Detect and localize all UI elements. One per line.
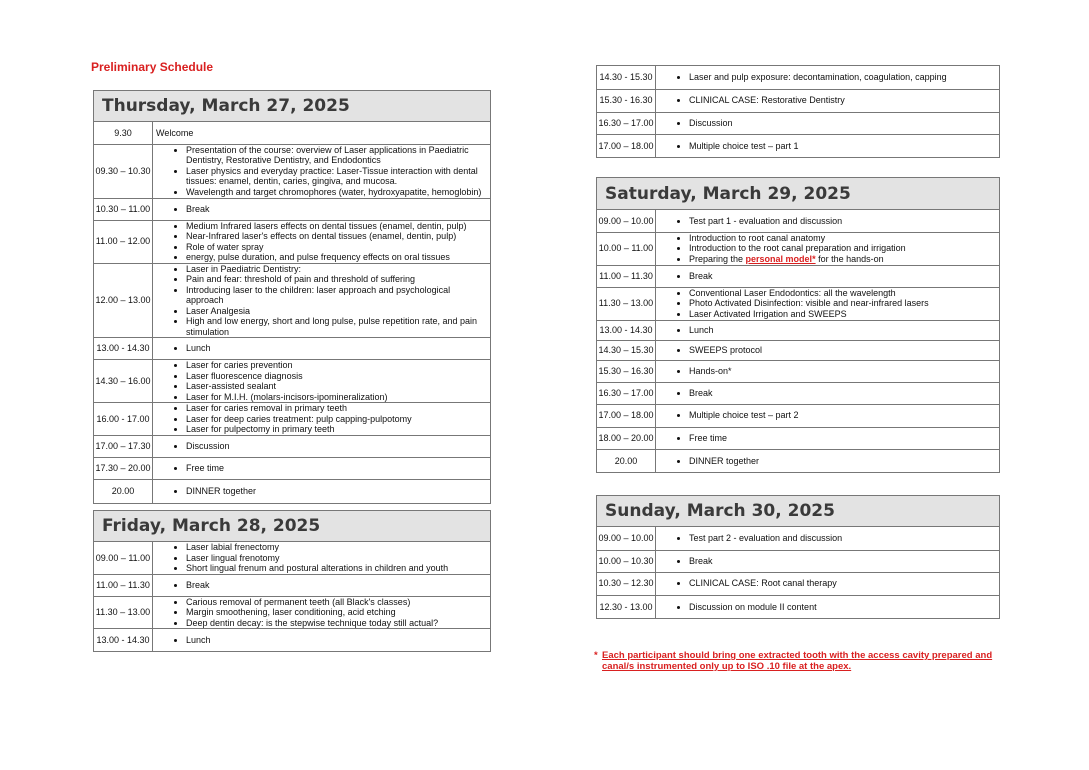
activity-item: • DINNER together [186, 486, 486, 497]
activity-list [656, 95, 999, 106]
activity-list [656, 533, 999, 544]
day-saturday [596, 177, 1000, 473]
activity-item: • Break [186, 204, 486, 215]
activity-list [153, 264, 490, 338]
activity-list [656, 216, 999, 227]
activity-item: • Deep dentin decay: is the stepwise technique today still actual? [186, 618, 486, 629]
time-cell: 09.30 – 10.30 [94, 144, 153, 198]
schedule-row [597, 66, 999, 89]
schedule-row [94, 574, 490, 596]
activity-cell [656, 134, 1000, 157]
activity-list [153, 486, 490, 497]
activity-item-personal-model [689, 254, 995, 265]
activity-item: • Presentation of the course: overview of Laser applications in Paediatric Dentistry, Restorative Dentistry, and Endodontics [186, 145, 486, 166]
activity-list [656, 141, 999, 152]
time-cell: 14.30 - 15.30 [597, 66, 656, 89]
time-cell: 17.00 – 18.00 [597, 134, 656, 157]
activity-cell [656, 89, 1000, 112]
time-cell: 13.00 - 14.30 [597, 320, 656, 340]
activity-item: • Introduction to root canal anatomy [689, 233, 995, 244]
schedule-table [94, 122, 490, 503]
schedule-row [94, 596, 490, 629]
activity-item: • CLINICAL CASE: Restorative Dentistry [689, 95, 995, 106]
time-cell: 17.00 – 17.30 [94, 435, 153, 457]
activity-list [656, 556, 999, 567]
schedule-row [597, 595, 999, 618]
activity-list [656, 410, 999, 421]
schedule-row [597, 320, 999, 340]
activity-item: • Laser for deep caries treatment: pulp capping-pulpotomy [186, 414, 486, 425]
activity-item: • Laser in Paediatric Dentistry: [186, 264, 486, 275]
activity-cell [656, 360, 1000, 382]
time-cell: 14.30 – 16.00 [94, 360, 153, 403]
activity-item: • Discussion on module II content [689, 602, 995, 613]
time-cell: 11.30 – 13.00 [597, 287, 656, 320]
schedule-row [597, 550, 999, 572]
activity-cell [656, 210, 1000, 232]
activity-item: • Break [689, 271, 995, 282]
activity-item: • Laser and pulp exposure: decontamination, coagulation, capping [689, 72, 995, 83]
activity-list [656, 602, 999, 613]
time-cell: 11.00 – 11.30 [94, 574, 153, 596]
activity-item: • Laser Activated Irrigation and SWEEPS [689, 309, 995, 320]
schedule-row [597, 287, 999, 320]
activity-list [153, 463, 490, 474]
activity-item: • Laser for caries removal in primary teeth [186, 403, 486, 414]
activity-item: • Margin smoothening, laser conditioning, acid etching [186, 607, 486, 618]
activity-item: • Carious removal of permanent teeth (all Black's classes) [186, 597, 486, 608]
schedule-row [597, 527, 999, 550]
time-cell: 12.00 – 13.00 [94, 263, 153, 338]
time-cell: 09.00 – 10.00 [597, 527, 656, 550]
activity-list [656, 345, 999, 356]
activity-item: • Free time [689, 433, 995, 444]
activity-item: • Photo Activated Disinfection: visible and near-infrared lasers [689, 298, 995, 309]
schedule-row [94, 542, 490, 574]
activity-item: • Multiple choice test – part 1 [689, 141, 995, 152]
time-cell: 13.00 - 14.30 [94, 338, 153, 360]
day-sunday [596, 495, 1000, 619]
activity-cell [656, 404, 1000, 427]
activity-cell [153, 629, 491, 651]
activity-item: • Short lingual frenum and postural alterations in children and youth [186, 563, 486, 574]
activity-cell [153, 338, 491, 360]
activity-item: • Free time [186, 463, 486, 474]
day-friday-continued [596, 65, 1000, 158]
activity-cell [153, 122, 491, 144]
day-heading: Thursday, March 27, 2025 [94, 91, 490, 122]
activity-list [153, 403, 490, 435]
day-friday [93, 510, 491, 652]
activity-item: • Wavelength and target chromophores (water, hydroxyapatite, hemoglobin) [186, 187, 486, 198]
time-cell: 20.00 [94, 479, 153, 503]
time-cell: 09.00 – 10.00 [597, 210, 656, 232]
activity-cell [153, 198, 491, 220]
activity-list [153, 580, 490, 591]
activity-list [656, 578, 999, 589]
model-pre: Preparing the [689, 253, 746, 264]
schedule-row [597, 232, 999, 265]
time-cell: 16.30 – 17.00 [597, 382, 656, 404]
time-cell: 10.30 – 12.30 [597, 572, 656, 595]
activity-item: • Laser Analgesia [186, 306, 486, 317]
activity-item: • High and low energy, short and long pulse, pulse repetition rate, and pain stimulation [186, 316, 486, 337]
schedule-row [94, 457, 490, 479]
schedule-row [597, 340, 999, 360]
activity-cell [153, 542, 491, 574]
time-cell: 16.00 - 17.00 [94, 403, 153, 436]
activity-list [153, 221, 490, 263]
activity-item: • Laser fluorescence diagnosis [186, 371, 486, 382]
activity-cell [153, 403, 491, 436]
time-cell: 9.30 [94, 122, 153, 144]
activity-cell [656, 449, 1000, 472]
schedule-row [94, 403, 490, 436]
footnote-star: * [594, 650, 598, 661]
schedule-row [94, 198, 490, 220]
time-cell: 17.00 – 18.00 [597, 404, 656, 427]
activity-cell [656, 572, 1000, 595]
activity-list [656, 72, 999, 83]
schedule-row [597, 572, 999, 595]
activity-cell [656, 427, 1000, 449]
time-cell: 13.00 - 14.30 [94, 629, 153, 651]
schedule-row [597, 210, 999, 232]
schedule-row [94, 435, 490, 457]
activity-item: • Laser physics and everyday practice: Laser-Tissue interaction with dental tissues: enamel, dentin, caries, gingiva, and mucosa. [186, 166, 486, 187]
activity-item: • Lunch [186, 343, 486, 354]
activity-cell [153, 479, 491, 503]
activity-list [656, 288, 999, 320]
activity-item: • Hands-on* [689, 366, 995, 377]
activity-text: Welcome [156, 127, 194, 138]
activity-list [153, 635, 490, 646]
schedule-row [597, 360, 999, 382]
activity-list [153, 597, 490, 629]
schedule-row [94, 122, 490, 144]
activity-list [656, 366, 999, 377]
time-cell: 15.30 - 16.30 [597, 89, 656, 112]
time-cell: 16.30 – 17.00 [597, 112, 656, 134]
activity-list [153, 145, 490, 198]
activity-item: • Break [689, 388, 995, 399]
activity-cell [153, 220, 491, 263]
activity-cell [656, 232, 1000, 265]
time-cell: 11.30 – 13.00 [94, 596, 153, 629]
activity-cell [153, 596, 491, 629]
activity-cell [656, 287, 1000, 320]
activity-item: • Discussion [186, 441, 486, 452]
time-cell: 09.00 – 11.00 [94, 542, 153, 574]
activity-list [656, 118, 999, 129]
activity-item: • Pain and fear: threshold of pain and threshold of suffering [186, 274, 486, 285]
schedule-row [597, 449, 999, 472]
time-cell: 20.00 [597, 449, 656, 472]
schedule-table [94, 542, 490, 651]
activity-item: • Laser labial frenectomy [186, 542, 486, 553]
activity-list [656, 325, 999, 336]
activity-list [656, 456, 999, 467]
footnote-text: Each participant should bring one extracted tooth with the access cavity prepared and canal/s instrumented only up to ISO .10 file at the apex. [602, 650, 993, 672]
time-cell: 10.30 – 11.00 [94, 198, 153, 220]
activity-cell [656, 340, 1000, 360]
activity-item: • Laser-assisted sealant [186, 381, 486, 392]
activity-cell [153, 574, 491, 596]
time-cell: 10.00 – 10.30 [597, 550, 656, 572]
schedule-row [94, 479, 490, 503]
activity-list [153, 542, 490, 574]
schedule-row [597, 89, 999, 112]
activity-cell [656, 66, 1000, 89]
time-cell: 10.00 – 11.00 [597, 232, 656, 265]
schedule-row [94, 629, 490, 651]
day-heading: Friday, March 28, 2025 [94, 511, 490, 542]
activity-cell [656, 550, 1000, 572]
activity-item: • Break [186, 580, 486, 591]
activity-item: • Laser for caries prevention [186, 360, 486, 371]
time-cell: 11.00 – 12.00 [94, 220, 153, 263]
activity-item: • energy, pulse duration, and pulse frequency effects on oral tissues [186, 252, 486, 263]
day-thursday [93, 90, 491, 504]
activity-list [153, 441, 490, 452]
schedule-row [94, 220, 490, 263]
schedule-row [597, 427, 999, 449]
schedule-row [94, 144, 490, 198]
activity-item: • Test part 2 - evaluation and discussion [689, 533, 995, 544]
schedule-row [597, 404, 999, 427]
activity-cell [656, 595, 1000, 618]
time-cell: 15.30 – 16.30 [597, 360, 656, 382]
activity-list [153, 360, 490, 402]
activity-list [656, 433, 999, 444]
activity-cell [153, 144, 491, 198]
activity-item: • CLINICAL CASE: Root canal therapy [689, 578, 995, 589]
activity-cell [153, 263, 491, 338]
activity-item: • Test part 1 - evaluation and discussion [689, 216, 995, 227]
footnote [594, 650, 994, 672]
activity-item: • Introducing laser to the children: laser approach and psychological approach [186, 285, 486, 306]
schedule-row [597, 134, 999, 157]
personal-model-link: personal model* [745, 253, 816, 264]
activity-item: • Conventional Laser Endodontics: all the wavelength [689, 288, 995, 299]
activity-item: • SWEEPS protocol [689, 345, 995, 356]
schedule-row [94, 360, 490, 403]
time-cell: 18.00 – 20.00 [597, 427, 656, 449]
model-post: for the hands-on [815, 253, 884, 264]
page-title: Preliminary Schedule [91, 60, 214, 74]
activity-item: • Near-Infrared laser's effects on dental tissues (enamel, dentin, pulp) [186, 231, 486, 242]
activity-item: • Break [689, 556, 995, 567]
activity-list [656, 233, 999, 265]
activity-item: • Introduction to the root canal preparation and irrigation [689, 243, 995, 254]
time-cell: 12.30 - 13.00 [597, 595, 656, 618]
activity-item: • Lunch [186, 635, 486, 646]
activity-item: • Laser for pulpectomy in primary teeth [186, 424, 486, 435]
activity-item: • Laser lingual frenotomy [186, 553, 486, 564]
day-heading: Saturday, March 29, 2025 [597, 178, 999, 210]
activity-item: • Lunch [689, 325, 995, 336]
activity-item: • Role of water spray [186, 242, 486, 253]
activity-cell [656, 112, 1000, 134]
time-cell: 11.00 – 11.30 [597, 265, 656, 287]
activity-cell [656, 320, 1000, 340]
activity-list [656, 271, 999, 282]
activity-item: • DINNER together [689, 456, 995, 467]
activity-cell [153, 360, 491, 403]
day-heading: Sunday, March 30, 2025 [597, 496, 999, 527]
time-cell: 14.30 – 15.30 [597, 340, 656, 360]
activity-cell [656, 382, 1000, 404]
activity-item: • Discussion [689, 118, 995, 129]
schedule-table [597, 527, 999, 618]
activity-item: • Medium Infrared lasers effects on dental tissues (enamel, dentin, pulp) [186, 221, 486, 232]
schedule-row [94, 263, 490, 338]
schedule-table [597, 210, 999, 472]
schedule-row [597, 112, 999, 134]
activity-cell [656, 527, 1000, 550]
schedule-table [597, 66, 999, 157]
activity-item: • Laser for M.I.H. (molars-incisors-ipomineralization) [186, 392, 486, 403]
activity-list [656, 388, 999, 399]
activity-cell [153, 457, 491, 479]
schedule-row [597, 382, 999, 404]
time-cell: 17.30 – 20.00 [94, 457, 153, 479]
schedule-row [94, 338, 490, 360]
activity-list [153, 343, 490, 354]
activity-cell [153, 435, 491, 457]
activity-list [153, 204, 490, 215]
activity-cell [656, 265, 1000, 287]
schedule-row [597, 265, 999, 287]
activity-item: • Multiple choice test – part 2 [689, 410, 995, 421]
